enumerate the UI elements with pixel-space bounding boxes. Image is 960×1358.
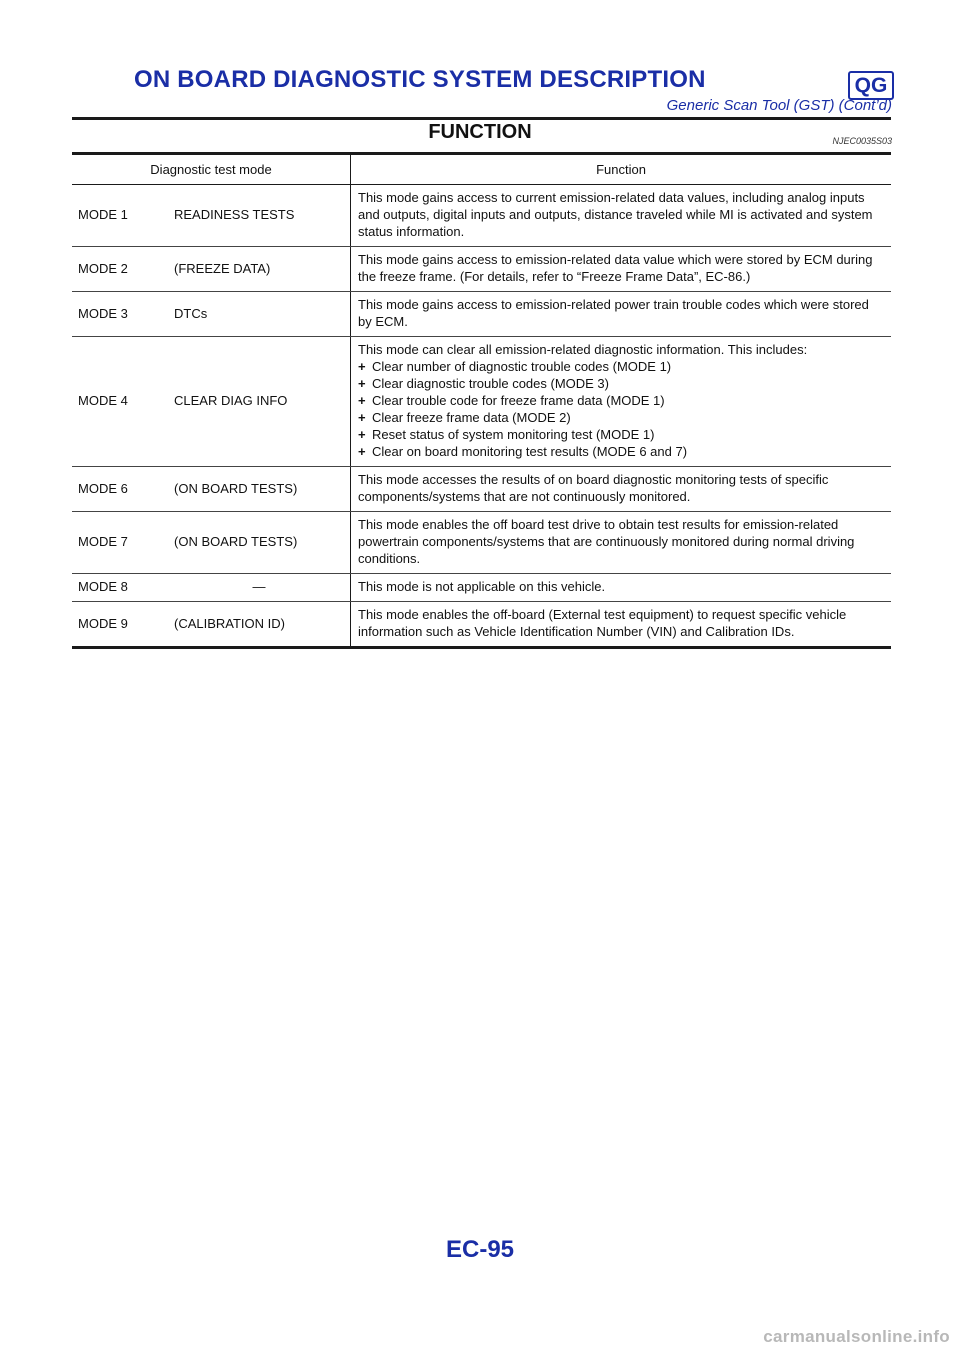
mode-cell: MODE 7 — [72, 512, 168, 574]
bullet-text: Clear diagnostic trouble codes (MODE 3) — [372, 376, 609, 391]
engine-badge: QG — [848, 71, 894, 100]
function-cell: This mode gains access to emission-related power train trouble codes which were stored by ECM. — [351, 292, 892, 337]
section-reference-code: NJEC0035S03 — [832, 136, 892, 146]
document-header-subtitle: Generic Scan Tool (GST) (Cont’d) — [666, 97, 892, 114]
section-title: FUNCTION — [428, 121, 532, 143]
table-row — [72, 512, 891, 574]
header-function: Function — [351, 154, 892, 185]
function-cell: This mode gains access to emission-related data value which were stored by ECM during the freeze frame. (For details, refer to “Freeze Frame Data”, EC-86.) — [351, 247, 892, 292]
header-divider — [72, 117, 891, 120]
mode-name-cell: (ON BOARD TESTS) — [168, 467, 351, 512]
bullet-item — [358, 375, 885, 392]
plus-bullet-icon: + — [358, 393, 366, 408]
mode-cell: MODE 6 — [72, 467, 168, 512]
plus-bullet-icon: + — [358, 376, 366, 391]
table-row — [72, 247, 891, 292]
mode-cell: MODE 3 — [72, 292, 168, 337]
mode-name-cell: READINESS TESTS — [168, 185, 351, 247]
page-number: EC-95 — [445, 1236, 515, 1263]
bullet-text: Reset status of system monitoring test (MODE 1) — [372, 427, 655, 442]
mode-name-cell: DTCs — [168, 292, 351, 337]
function-cell: This mode gains access to current emission-related data values, including analog inputs and outputs, digital inputs and outputs, distance traveled while MI is activated and system status information. — [351, 185, 892, 247]
function-cell: This mode enables the off board test drive to obtain test results for emission-related powertrain components/systems that are continuously monitored during normal driving conditions. — [351, 512, 892, 574]
bullet-text: Clear number of diagnostic trouble codes (MODE 1) — [372, 359, 672, 374]
function-cell: This mode enables the off-board (External test equipment) to request specific vehicle information such as Vehicle Identification Number (VIN) and Calibration IDs. — [358, 607, 847, 639]
document-header-title: ON BOARD DIAGNOSTIC SYSTEM DESCRIPTION — [134, 66, 706, 93]
plus-bullet-icon: + — [358, 359, 366, 374]
function-cell: This mode accesses the results of on board diagnostic monitoring tests of specific components/systems that are not continuously monitored. — [351, 467, 892, 512]
mode-name-cell: CLEAR DIAG INFO — [168, 337, 351, 467]
table-row — [72, 292, 891, 337]
mode-cell: MODE 1 — [72, 185, 168, 247]
bullet-item — [358, 409, 885, 426]
mode-cell: MODE 2 — [72, 247, 168, 292]
site-watermark: carmanualsonline.info — [763, 1327, 950, 1346]
diagnostic-function-table — [72, 152, 891, 649]
bullet-text: Clear freeze frame data (MODE 2) — [372, 410, 571, 425]
table-row — [72, 337, 891, 467]
table-header-row — [72, 154, 891, 185]
mode-cell: MODE 9 — [78, 615, 128, 631]
table-row — [72, 467, 891, 512]
function-cell: This mode is not applicable on this vehicle. — [351, 574, 892, 602]
plus-bullet-icon: + — [358, 410, 366, 425]
bullet-item — [358, 426, 885, 443]
bullet-item — [358, 392, 885, 409]
table-row — [72, 185, 891, 247]
function-cell — [351, 337, 892, 467]
bullet-text: Clear trouble code for freeze frame data (MODE 1) — [372, 393, 665, 408]
bullet-item — [358, 443, 885, 460]
table-row — [72, 602, 891, 648]
mode-cell: MODE 8 — [72, 574, 168, 602]
mode-name-cell: (CALIBRATION ID) — [168, 602, 351, 648]
mode-cell: MODE 4 — [72, 337, 168, 467]
plus-bullet-icon: + — [358, 444, 366, 459]
mode-name-cell: (ON BOARD TESTS) — [168, 512, 351, 574]
mode-name-cell: — — [168, 574, 351, 602]
mode-name-cell: (FREEZE DATA) — [168, 247, 351, 292]
bullet-item — [358, 358, 885, 375]
header-diagnostic-test-mode: Diagnostic test mode — [72, 154, 351, 185]
bullet-text: Clear on board monitoring test results (MODE 6 and 7) — [372, 444, 688, 459]
plus-bullet-icon: + — [358, 427, 366, 442]
table-row — [72, 574, 891, 602]
function-intro-text: This mode can clear all emission-related diagnostic information. This includes: — [358, 342, 808, 357]
